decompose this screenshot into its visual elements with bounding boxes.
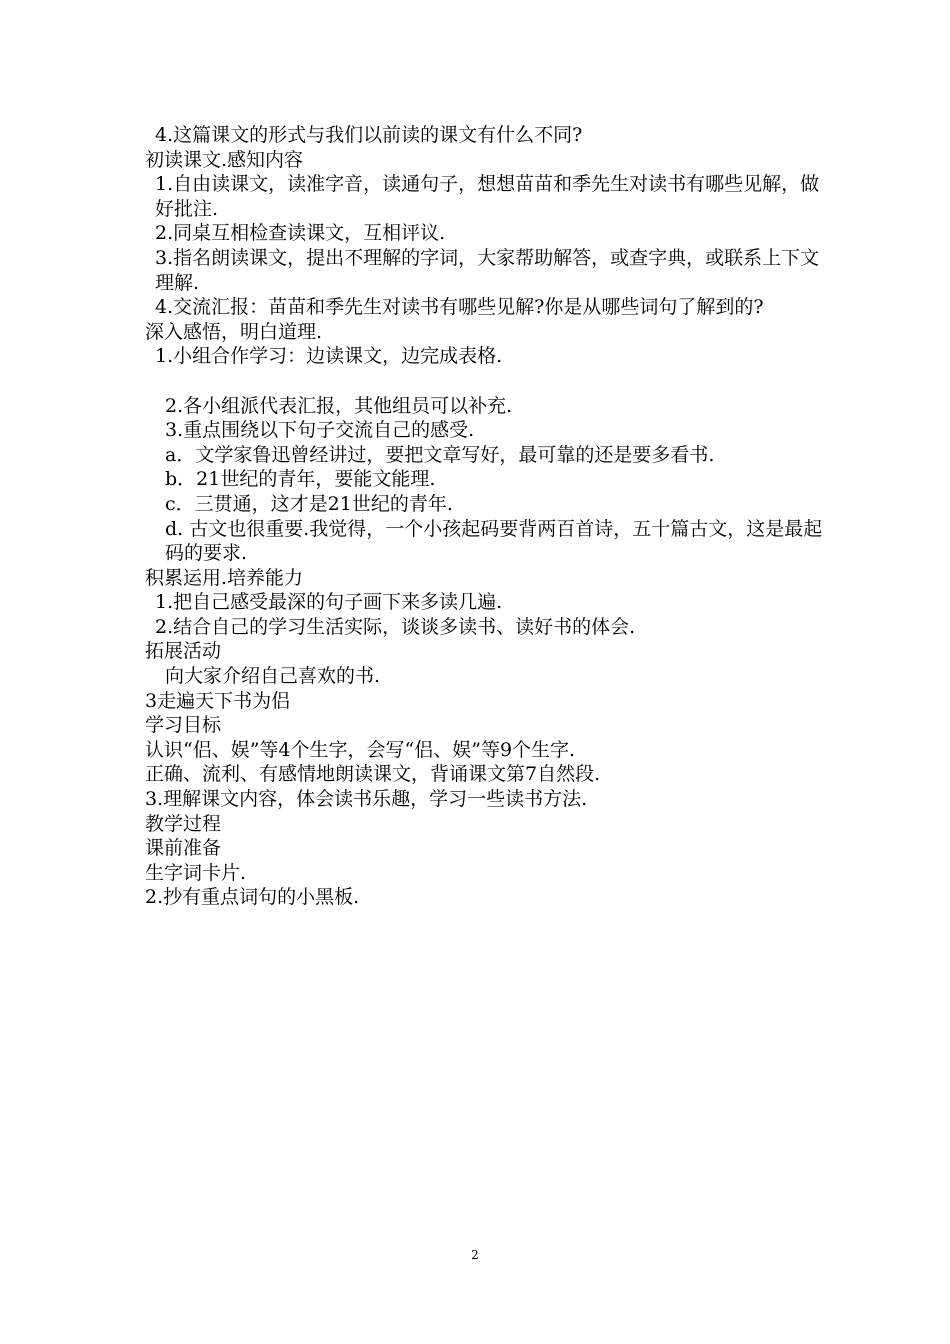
- blank-line: [145, 369, 825, 394]
- step-line: 3.指名朗读课文，提出不理解的字词，大家帮助解答，或查字典，或联系上下文理解.: [155, 246, 820, 294]
- section-heading: 课前准备: [145, 837, 222, 860]
- section-heading: 学习目标: [145, 714, 222, 737]
- step-line: 4.交流汇报：苗苗和季先生对读书有哪些见解?你是从哪些词句了解到的?: [155, 296, 764, 319]
- step-line: 2.结合自己的学习生活实际，谈谈多读书、读好书的体会.: [155, 615, 636, 638]
- section-heading: 深入感悟，明白道理.: [145, 320, 323, 343]
- objective-line: 3.理解课文内容，体会读书乐趣，学习一些读书方法.: [145, 788, 588, 811]
- step-line: 1.小组合作学习：边读课文，边完成表格.: [155, 345, 503, 368]
- quote-line: d. 古文也很重要.我觉得，一个小孩起码要背两百首诗，五十篇古文，这是最起码的要求.: [165, 517, 823, 565]
- prep-line: 生字词卡片.: [145, 861, 247, 884]
- section-heading: 积累运用.培养能力: [145, 566, 304, 589]
- activity-line: 向大家介绍自己喜欢的书.: [165, 665, 381, 688]
- lesson-title: 3走遍天下书为侣: [145, 689, 291, 712]
- section-heading: 初读课文.感知内容: [145, 148, 304, 171]
- step-line: 3.重点围绕以下句子交流自己的感受.: [165, 419, 475, 442]
- document-body: [145, 123, 825, 910]
- quote-line: c．三贯通，这才是21世纪的青年.: [165, 492, 453, 515]
- step-line: 2.各小组派代表汇报，其他组员可以补充.: [165, 394, 513, 417]
- step-line: 1.自由读课文，读准字音，读通句子，想想苗苗和季先生对读书有哪些见解，做好批注.: [155, 173, 820, 220]
- quote-line: b．21世纪的青年，要能文能理.: [165, 468, 436, 491]
- step-line: 1.把自己感受最深的句子画下来多读几遍.: [155, 591, 503, 614]
- page-number: 2: [471, 1248, 479, 1262]
- quote-line: a．文学家鲁迅曾经讲过，要把文章写好，最可靠的还是要多看书.: [165, 443, 715, 466]
- question-line: 4.这篇课文的形式与我们以前读的课文有什么不同?: [155, 124, 583, 146]
- step-line: 2.同桌互相检查读课文，互相评议.: [155, 222, 446, 245]
- prep-line: 2.抄有重点词句的小黑板.: [145, 886, 360, 909]
- section-heading: 教学过程: [145, 812, 222, 835]
- objective-line: 正确、流利、有感情地朗读课文，背诵课文第7自然段.: [145, 763, 601, 786]
- objective-line: 认识“侣、娱”等4个生字，会写“侣、娱”等9个生字.: [145, 738, 576, 761]
- section-heading: 拓展活动: [145, 640, 222, 663]
